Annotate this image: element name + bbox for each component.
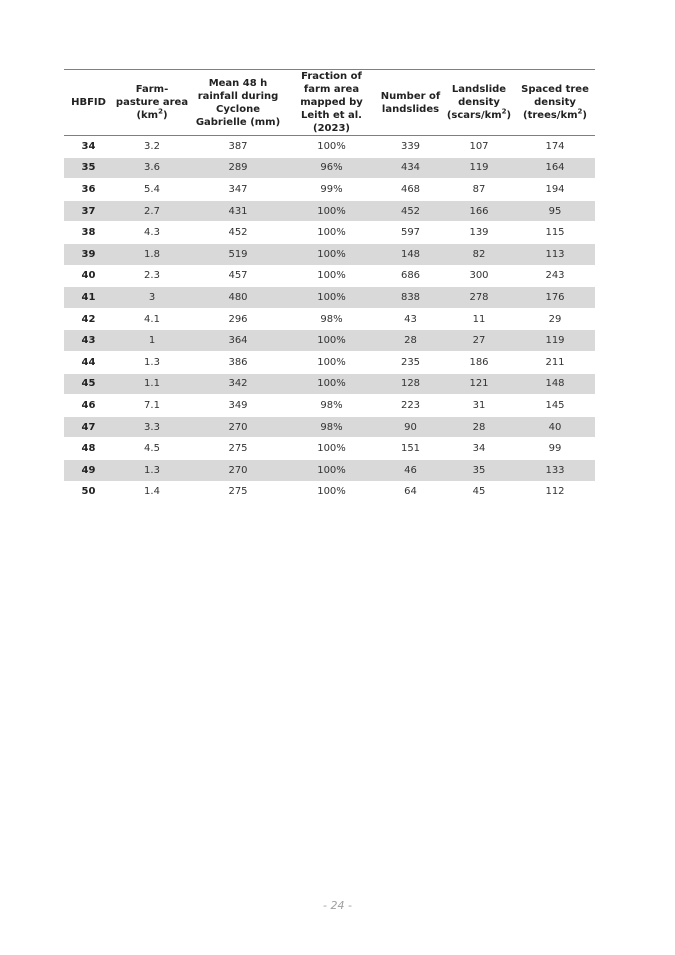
column-header: HBFID — [71, 97, 106, 108]
table-cell: 98% — [285, 416, 378, 438]
column-header: Fraction of farm area mapped by Leith et al. (2023) — [300, 71, 363, 134]
table-cell: 468 — [378, 179, 443, 201]
table-row — [64, 136, 595, 158]
table-row — [64, 373, 595, 395]
table-cell: 98% — [285, 308, 378, 330]
column-header: Spaced tree density $(trees/km^2)$ — [521, 84, 589, 121]
row-id-cell: 34 — [64, 136, 113, 158]
table-cell: 174 — [515, 136, 595, 158]
table-cell: 3.6 — [113, 157, 191, 179]
table-cell: 176 — [515, 287, 595, 309]
table-cell: 166 — [443, 200, 515, 222]
table-cell: 339 — [378, 136, 443, 158]
table-cell: 1.4 — [113, 481, 191, 503]
table-cell: 342 — [191, 373, 285, 395]
row-id-cell: 49 — [64, 459, 113, 481]
table-cell: 87 — [443, 179, 515, 201]
table-row — [64, 459, 595, 481]
table-cell: 2.7 — [113, 200, 191, 222]
page-number: - 24 - — [323, 899, 352, 912]
table-cell: 100% — [285, 243, 378, 265]
table-cell: 452 — [378, 200, 443, 222]
table-cell: 364 — [191, 330, 285, 352]
table-cell: 100% — [285, 330, 378, 352]
table-cell: 4.3 — [113, 222, 191, 244]
table-cell: 457 — [191, 265, 285, 287]
row-id-cell: 40 — [64, 265, 113, 287]
table-cell: 4.5 — [113, 438, 191, 460]
table-cell: 686 — [378, 265, 443, 287]
table-cell: 128 — [378, 373, 443, 395]
row-id-cell: 47 — [64, 416, 113, 438]
table-cell: 278 — [443, 287, 515, 309]
table-cell: 45 — [443, 481, 515, 503]
table-cell: 347 — [191, 179, 285, 201]
table-cell: 99 — [515, 438, 595, 460]
table-cell: 164 — [515, 157, 595, 179]
row-id-cell: 48 — [64, 438, 113, 460]
table-cell: 98% — [285, 395, 378, 417]
table-cell: 43 — [378, 308, 443, 330]
row-id-cell: 37 — [64, 200, 113, 222]
table-cell: 300 — [443, 265, 515, 287]
table-cell: 480 — [191, 287, 285, 309]
table-cell: 100% — [285, 200, 378, 222]
table-row — [64, 395, 595, 417]
table-cell: 28 — [378, 330, 443, 352]
table-cell: 133 — [515, 459, 595, 481]
table-cell: 519 — [191, 243, 285, 265]
table-cell: 270 — [191, 416, 285, 438]
table-cell: 119 — [443, 157, 515, 179]
table-cell: 211 — [515, 351, 595, 373]
row-id-cell: 50 — [64, 481, 113, 503]
table-cell: 7.1 — [113, 395, 191, 417]
row-id-cell: 42 — [64, 308, 113, 330]
table-cell: 145 — [515, 395, 595, 417]
table-cell: 838 — [378, 287, 443, 309]
table-cell: 40 — [515, 416, 595, 438]
table-cell: 1.3 — [113, 351, 191, 373]
table-cell: 100% — [285, 351, 378, 373]
table-row — [64, 179, 595, 201]
table-row — [64, 438, 595, 460]
table-cell: 100% — [285, 481, 378, 503]
table-cell: 99% — [285, 179, 378, 201]
row-id-cell: 44 — [64, 351, 113, 373]
table-cell: 194 — [515, 179, 595, 201]
table-row — [64, 200, 595, 222]
column-header: Number of landslides — [380, 90, 441, 115]
table-cell: 100% — [285, 265, 378, 287]
column-header: Mean 48 h rainfall during Cyclone Gabrielle (mm) — [195, 77, 281, 128]
table-cell: 100% — [285, 459, 378, 481]
table-cell: 28 — [443, 416, 515, 438]
table-cell: 34 — [443, 438, 515, 460]
table-cell: 113 — [515, 243, 595, 265]
row-id-cell: 46 — [64, 395, 113, 417]
table-cell: 100% — [285, 373, 378, 395]
table-cell: 90 — [378, 416, 443, 438]
row-id-cell: 35 — [64, 157, 113, 179]
table-cell: 100% — [285, 222, 378, 244]
row-id-cell: 41 — [64, 287, 113, 309]
table-cell: 100% — [285, 438, 378, 460]
table-row — [64, 308, 595, 330]
row-id-cell: 39 — [64, 243, 113, 265]
table-cell: 3 — [113, 287, 191, 309]
table-row — [64, 481, 595, 503]
table-cell: 11 — [443, 308, 515, 330]
table-row — [64, 330, 595, 352]
table-cell: 4.1 — [113, 308, 191, 330]
table-cell: 1.1 — [113, 373, 191, 395]
row-id-cell: 43 — [64, 330, 113, 352]
table-cell: 121 — [443, 373, 515, 395]
table-cell: 1 — [113, 330, 191, 352]
table-cell: 431 — [191, 200, 285, 222]
table-cell: 112 — [515, 481, 595, 503]
table-cell: 95 — [515, 200, 595, 222]
table-cell: 64 — [378, 481, 443, 503]
table-row — [64, 157, 595, 179]
landslide-data-table — [64, 69, 595, 503]
table-row — [64, 416, 595, 438]
table-cell: 275 — [191, 481, 285, 503]
table-cell: 275 — [191, 438, 285, 460]
table-cell: 27 — [443, 330, 515, 352]
table-cell: 3.3 — [113, 416, 191, 438]
table-cell: 235 — [378, 351, 443, 373]
row-id-cell: 45 — [64, 373, 113, 395]
table-cell: 148 — [378, 243, 443, 265]
data-table-container — [64, 69, 595, 503]
table-cell: 186 — [443, 351, 515, 373]
header-row — [64, 70, 595, 136]
table-cell: 82 — [443, 243, 515, 265]
row-id-cell: 36 — [64, 179, 113, 201]
table-cell: 270 — [191, 459, 285, 481]
table-cell: 31 — [443, 395, 515, 417]
table-row — [64, 222, 595, 244]
table-cell: 46 — [378, 459, 443, 481]
table-cell: 119 — [515, 330, 595, 352]
table-row — [64, 287, 595, 309]
table-cell: 148 — [515, 373, 595, 395]
column-header: Farm-pasture area $(km^2)$ — [115, 84, 189, 121]
table-cell: 35 — [443, 459, 515, 481]
table-cell: 289 — [191, 157, 285, 179]
table-cell: 296 — [191, 308, 285, 330]
table-cell: 2.3 — [113, 265, 191, 287]
table-cell: 115 — [515, 222, 595, 244]
table-cell: 387 — [191, 136, 285, 158]
table-body — [64, 136, 595, 503]
row-id-cell: 38 — [64, 222, 113, 244]
table-cell: 100% — [285, 287, 378, 309]
table-cell: 386 — [191, 351, 285, 373]
table-cell: 139 — [443, 222, 515, 244]
table-cell: 5.4 — [113, 179, 191, 201]
table-cell: 151 — [378, 438, 443, 460]
table-cell: 100% — [285, 136, 378, 158]
table-cell: 96% — [285, 157, 378, 179]
table-row — [64, 265, 595, 287]
table-cell: 107 — [443, 136, 515, 158]
table-cell: 349 — [191, 395, 285, 417]
table-cell: 223 — [378, 395, 443, 417]
table-cell: 452 — [191, 222, 285, 244]
table-cell: 1.8 — [113, 243, 191, 265]
table-row — [64, 243, 595, 265]
table-cell: 434 — [378, 157, 443, 179]
column-header: Landslide density $(scars/km^2)$ — [446, 84, 512, 121]
table-cell: 243 — [515, 265, 595, 287]
table-row — [64, 351, 595, 373]
table-header — [64, 70, 595, 136]
table-cell: 29 — [515, 308, 595, 330]
table-cell: 3.2 — [113, 136, 191, 158]
table-cell: 1.3 — [113, 459, 191, 481]
table-cell: 597 — [378, 222, 443, 244]
